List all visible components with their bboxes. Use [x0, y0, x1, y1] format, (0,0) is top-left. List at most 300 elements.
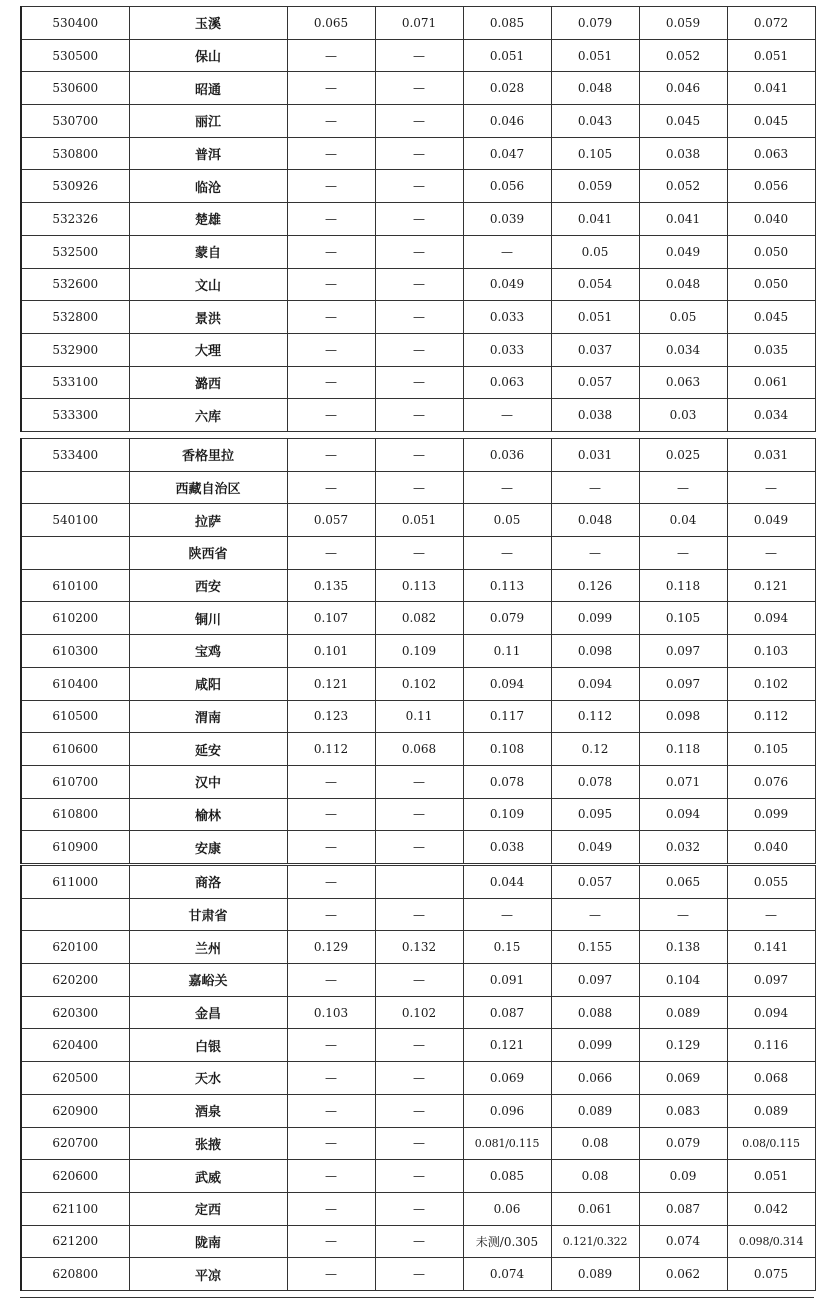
value-cell-v3: 0.085 [463, 1160, 551, 1193]
value-cell-v4: 0.061 [551, 1192, 639, 1225]
value-cell-v3: 0.028 [463, 72, 551, 105]
station-code-cell [21, 537, 129, 570]
value-cell-v2: 0.068 [375, 733, 463, 766]
value-cell-v2: — [375, 170, 463, 203]
station-code-cell: 610600 [21, 733, 129, 766]
value-cell-v1: — [287, 439, 375, 472]
value-cell-v4: 0.037 [551, 333, 639, 366]
value-cell-v6: 0.051 [727, 1160, 815, 1193]
value-cell-v5: 0.049 [639, 235, 727, 268]
value-cell-v1: — [287, 170, 375, 203]
city-name-cell: 西安 [129, 569, 287, 602]
value-cell-v1: — [287, 366, 375, 399]
table-row [21, 439, 815, 472]
value-cell-v4: 0.099 [551, 1029, 639, 1062]
value-cell-v2: 0.102 [375, 667, 463, 700]
city-name-cell: 蒙自 [129, 235, 287, 268]
value-cell-v2: — [375, 1094, 463, 1127]
value-cell-v4: 0.095 [551, 798, 639, 831]
city-name-cell: 酒泉 [129, 1094, 287, 1127]
value-cell-v1: 0.103 [287, 996, 375, 1029]
value-cell-v6: 0.141 [727, 931, 815, 964]
station-code-cell: 610400 [21, 667, 129, 700]
city-name-cell: 武威 [129, 1160, 287, 1193]
value-cell-v4: 0.099 [551, 602, 639, 635]
station-code-cell: 610500 [21, 700, 129, 733]
station-code-cell: 620900 [21, 1094, 129, 1127]
table-body [21, 439, 815, 864]
value-cell-v5: 0.025 [639, 439, 727, 472]
value-cell-v6: 0.034 [727, 399, 815, 432]
value-cell-v5: 0.03 [639, 399, 727, 432]
table-row [21, 798, 815, 831]
value-cell-v6: 0.072 [727, 7, 815, 40]
station-code-cell: 530800 [21, 137, 129, 170]
value-cell-v3: 0.087 [463, 996, 551, 1029]
value-cell-v2: — [375, 137, 463, 170]
value-cell-v4: 0.094 [551, 667, 639, 700]
station-code-cell: 610800 [21, 798, 129, 831]
value-cell-v1: — [287, 1258, 375, 1291]
city-name-cell: 兰州 [129, 931, 287, 964]
value-cell-v5: — [639, 537, 727, 570]
value-cell-v6: 0.098/0.314 [727, 1225, 815, 1258]
value-cell-v3: 0.108 [463, 733, 551, 766]
value-cell-v4: 0.057 [551, 366, 639, 399]
value-cell-v4: 0.059 [551, 170, 639, 203]
table-row [21, 667, 815, 700]
station-code-cell: 610900 [21, 831, 129, 864]
value-cell-v2: — [375, 471, 463, 504]
city-name-cell: 平凉 [129, 1258, 287, 1291]
value-cell-v4: 0.078 [551, 765, 639, 798]
value-cell-v6: 0.121 [727, 569, 815, 602]
value-cell-v1: 0.107 [287, 602, 375, 635]
table-row [21, 1225, 815, 1258]
value-cell-v3: 0.044 [463, 866, 551, 899]
station-code-cell: 533100 [21, 366, 129, 399]
value-cell-v2: — [375, 798, 463, 831]
city-name-cell: 张掖 [129, 1127, 287, 1160]
table-row [21, 137, 815, 170]
table-row [21, 765, 815, 798]
value-cell-v1: — [287, 1160, 375, 1193]
station-code-cell: 610200 [21, 602, 129, 635]
city-name-cell: 甘肃省 [129, 898, 287, 931]
station-code-cell: 533400 [21, 439, 129, 472]
value-cell-v5: 0.118 [639, 733, 727, 766]
station-code-cell: 620700 [21, 1127, 129, 1160]
value-cell-v3: 0.033 [463, 301, 551, 334]
value-cell-v1: — [287, 137, 375, 170]
station-code-cell: 610300 [21, 635, 129, 668]
value-cell-v3: 0.039 [463, 203, 551, 236]
city-name-cell: 六库 [129, 399, 287, 432]
table-row [21, 1258, 815, 1291]
value-cell-v1: — [287, 765, 375, 798]
city-name-cell: 楚雄 [129, 203, 287, 236]
city-name-cell: 宝鸡 [129, 635, 287, 668]
value-cell-v5: 0.065 [639, 866, 727, 899]
value-cell-v1: — [287, 866, 375, 899]
city-name-cell: 榆林 [129, 798, 287, 831]
value-cell-v6: 0.063 [727, 137, 815, 170]
value-cell-v3: — [463, 471, 551, 504]
value-cell-v6: 0.094 [727, 602, 815, 635]
value-cell-v2: — [375, 1225, 463, 1258]
value-cell-v6: 0.045 [727, 105, 815, 138]
table-body [21, 7, 815, 432]
value-cell-v6: 0.055 [727, 866, 815, 899]
value-cell-v4: 0.041 [551, 203, 639, 236]
city-name-cell: 商洛 [129, 866, 287, 899]
value-cell-v1: 0.112 [287, 733, 375, 766]
value-cell-v3: 0.033 [463, 333, 551, 366]
table-row [21, 964, 815, 997]
value-cell-v2: — [375, 964, 463, 997]
value-cell-v3: 0.117 [463, 700, 551, 733]
value-cell-v6: 0.103 [727, 635, 815, 668]
value-cell-v2: 0.11 [375, 700, 463, 733]
value-cell-v4: 0.12 [551, 733, 639, 766]
table-row [21, 72, 815, 105]
value-cell-v2: — [375, 765, 463, 798]
value-cell-v5: 0.059 [639, 7, 727, 40]
value-cell-v1: — [287, 1029, 375, 1062]
city-name-cell: 嘉峪关 [129, 964, 287, 997]
value-cell-v6: 0.045 [727, 301, 815, 334]
value-cell-v4: 0.08 [551, 1127, 639, 1160]
station-code-cell: 530600 [21, 72, 129, 105]
data-table-block-1 [20, 6, 816, 432]
station-code-cell: 620500 [21, 1062, 129, 1095]
value-cell-v5: 0.052 [639, 170, 727, 203]
table-row [21, 301, 815, 334]
value-cell-v5: 0.098 [639, 700, 727, 733]
value-cell-v1: — [287, 399, 375, 432]
value-cell-v1: — [287, 203, 375, 236]
value-cell-v6: 0.08/0.115 [727, 1127, 815, 1160]
value-cell-v4: 0.105 [551, 137, 639, 170]
value-cell-v4: 0.043 [551, 105, 639, 138]
value-cell-v2: — [375, 1192, 463, 1225]
value-cell-v5: 0.032 [639, 831, 727, 864]
value-cell-v3: 0.036 [463, 439, 551, 472]
value-cell-v4: 0.088 [551, 996, 639, 1029]
value-cell-v2: — [375, 235, 463, 268]
value-cell-v3: 0.069 [463, 1062, 551, 1095]
value-cell-v3: 未测/0.305 [463, 1225, 551, 1258]
value-cell-v4: 0.126 [551, 569, 639, 602]
value-cell-v2: — [375, 1160, 463, 1193]
table-row [21, 931, 815, 964]
value-cell-v6: 0.094 [727, 996, 815, 1029]
value-cell-v3: 0.06 [463, 1192, 551, 1225]
city-name-cell: 渭南 [129, 700, 287, 733]
city-name-cell: 安康 [129, 831, 287, 864]
city-name-cell: 金昌 [129, 996, 287, 1029]
value-cell-v3: — [463, 537, 551, 570]
value-cell-v1: — [287, 333, 375, 366]
value-cell-v6: 0.050 [727, 235, 815, 268]
value-cell-v6: 0.105 [727, 733, 815, 766]
table-body [21, 866, 815, 1291]
value-cell-v6: 0.049 [727, 504, 815, 537]
value-cell-v1: 0.057 [287, 504, 375, 537]
value-cell-v6: 0.031 [727, 439, 815, 472]
value-cell-v3: 0.15 [463, 931, 551, 964]
value-cell-v4: — [551, 537, 639, 570]
city-name-cell: 陕西省 [129, 537, 287, 570]
value-cell-v5: 0.087 [639, 1192, 727, 1225]
value-cell-v5: 0.074 [639, 1225, 727, 1258]
value-cell-v5: 0.071 [639, 765, 727, 798]
value-cell-v2: 0.113 [375, 569, 463, 602]
value-cell-v1: 0.065 [287, 7, 375, 40]
table-row [21, 898, 815, 931]
value-cell-v5: 0.04 [639, 504, 727, 537]
value-cell-v5: 0.041 [639, 203, 727, 236]
station-code-cell: 620800 [21, 1258, 129, 1291]
table-row [21, 235, 815, 268]
value-cell-v6: 0.075 [727, 1258, 815, 1291]
value-cell-v3: 0.11 [463, 635, 551, 668]
value-cell-v3: 0.047 [463, 137, 551, 170]
table-row [21, 1127, 815, 1160]
city-name-cell: 丽江 [129, 105, 287, 138]
station-code-cell: 530500 [21, 39, 129, 72]
value-cell-v6: 0.040 [727, 831, 815, 864]
value-cell-v1: — [287, 235, 375, 268]
table-row [21, 268, 815, 301]
value-cell-v3: 0.091 [463, 964, 551, 997]
table-row [21, 733, 815, 766]
table-row [21, 569, 815, 602]
value-cell-v6: 0.099 [727, 798, 815, 831]
table-row [21, 504, 815, 537]
value-cell-v5: 0.129 [639, 1029, 727, 1062]
value-cell-v2: — [375, 1127, 463, 1160]
value-cell-v2: — [375, 1062, 463, 1095]
value-cell-v2: — [375, 399, 463, 432]
bottom-rule [20, 1297, 814, 1298]
value-cell-v4: 0.089 [551, 1258, 639, 1291]
value-cell-v2 [375, 866, 463, 899]
value-cell-v6: 0.041 [727, 72, 815, 105]
city-name-cell: 拉萨 [129, 504, 287, 537]
city-name-cell: 延安 [129, 733, 287, 766]
value-cell-v5: 0.063 [639, 366, 727, 399]
value-cell-v1: — [287, 105, 375, 138]
value-cell-v5: — [639, 898, 727, 931]
value-cell-v6: 0.035 [727, 333, 815, 366]
table-row [21, 399, 815, 432]
value-cell-v4: 0.057 [551, 866, 639, 899]
value-cell-v2: — [375, 72, 463, 105]
table-row [21, 996, 815, 1029]
value-cell-v1: — [287, 831, 375, 864]
value-cell-v5: 0.069 [639, 1062, 727, 1095]
value-cell-v4: 0.048 [551, 504, 639, 537]
value-cell-v4: 0.097 [551, 964, 639, 997]
table-row [21, 866, 815, 899]
city-name-cell: 天水 [129, 1062, 287, 1095]
value-cell-v4: 0.051 [551, 301, 639, 334]
station-code-cell: 532600 [21, 268, 129, 301]
value-cell-v3: — [463, 399, 551, 432]
value-cell-v4: 0.049 [551, 831, 639, 864]
value-cell-v2: — [375, 439, 463, 472]
value-cell-v6: 0.068 [727, 1062, 815, 1095]
value-cell-v2: — [375, 537, 463, 570]
value-cell-v4: 0.051 [551, 39, 639, 72]
data-table-block-2 [20, 438, 816, 864]
value-cell-v5: 0.09 [639, 1160, 727, 1193]
table-row [21, 203, 815, 236]
table-row [21, 1062, 815, 1095]
table-row [21, 635, 815, 668]
value-cell-v4: 0.054 [551, 268, 639, 301]
city-name-cell: 白银 [129, 1029, 287, 1062]
city-name-cell: 潞西 [129, 366, 287, 399]
value-cell-v4: 0.066 [551, 1062, 639, 1095]
value-cell-v2: — [375, 105, 463, 138]
city-name-cell: 昭通 [129, 72, 287, 105]
value-cell-v2: 0.132 [375, 931, 463, 964]
value-cell-v3: 0.051 [463, 39, 551, 72]
value-cell-v1: — [287, 1127, 375, 1160]
station-code-cell: 532800 [21, 301, 129, 334]
value-cell-v2: 0.051 [375, 504, 463, 537]
value-cell-v6: — [727, 898, 815, 931]
value-cell-v1: 0.135 [287, 569, 375, 602]
station-code-cell: 620100 [21, 931, 129, 964]
station-code-cell: 610700 [21, 765, 129, 798]
value-cell-v3: — [463, 898, 551, 931]
value-cell-v3: 0.085 [463, 7, 551, 40]
value-cell-v5: 0.046 [639, 72, 727, 105]
value-cell-v6: — [727, 537, 815, 570]
value-cell-v6: 0.042 [727, 1192, 815, 1225]
value-cell-v3: 0.063 [463, 366, 551, 399]
value-cell-v1: — [287, 1225, 375, 1258]
station-code-cell: 530700 [21, 105, 129, 138]
value-cell-v4: 0.098 [551, 635, 639, 668]
city-name-cell: 陇南 [129, 1225, 287, 1258]
value-cell-v6: 0.097 [727, 964, 815, 997]
value-cell-v1: — [287, 1094, 375, 1127]
value-cell-v4: 0.038 [551, 399, 639, 432]
value-cell-v2: 0.071 [375, 7, 463, 40]
value-cell-v4: 0.079 [551, 7, 639, 40]
table-row [21, 170, 815, 203]
city-name-cell: 临沧 [129, 170, 287, 203]
city-name-cell: 咸阳 [129, 667, 287, 700]
value-cell-v2: — [375, 203, 463, 236]
value-cell-v2: — [375, 301, 463, 334]
value-cell-v4: 0.112 [551, 700, 639, 733]
value-cell-v4: 0.031 [551, 439, 639, 472]
station-code-cell: 610100 [21, 569, 129, 602]
station-code-cell: 611000 [21, 866, 129, 899]
table-row [21, 366, 815, 399]
value-cell-v3: 0.038 [463, 831, 551, 864]
value-cell-v5: 0.034 [639, 333, 727, 366]
table-row [21, 39, 815, 72]
value-cell-v5: 0.094 [639, 798, 727, 831]
city-name-cell: 香格里拉 [129, 439, 287, 472]
station-code-cell: 620400 [21, 1029, 129, 1062]
station-code-cell: 620600 [21, 1160, 129, 1193]
value-cell-v5: 0.052 [639, 39, 727, 72]
value-cell-v1: — [287, 964, 375, 997]
value-cell-v5: — [639, 471, 727, 504]
value-cell-v6: 0.076 [727, 765, 815, 798]
value-cell-v2: — [375, 333, 463, 366]
station-code-cell [21, 471, 129, 504]
city-name-cell: 文山 [129, 268, 287, 301]
value-cell-v6: 0.040 [727, 203, 815, 236]
station-code-cell: 533300 [21, 399, 129, 432]
value-cell-v1: — [287, 301, 375, 334]
station-code-cell: 532500 [21, 235, 129, 268]
value-cell-v5: 0.138 [639, 931, 727, 964]
value-cell-v5: 0.083 [639, 1094, 727, 1127]
value-cell-v2: — [375, 1258, 463, 1291]
value-cell-v4: 0.089 [551, 1094, 639, 1127]
value-cell-v3: 0.046 [463, 105, 551, 138]
value-cell-v5: 0.097 [639, 635, 727, 668]
city-name-cell: 玉溪 [129, 7, 287, 40]
table-row [21, 333, 815, 366]
value-cell-v5: 0.105 [639, 602, 727, 635]
value-cell-v1: — [287, 798, 375, 831]
value-cell-v5: 0.118 [639, 569, 727, 602]
table-row [21, 1192, 815, 1225]
value-cell-v5: 0.097 [639, 667, 727, 700]
station-code-cell: 620300 [21, 996, 129, 1029]
value-cell-v1: — [287, 1062, 375, 1095]
value-cell-v3: 0.05 [463, 504, 551, 537]
value-cell-v3: 0.109 [463, 798, 551, 831]
value-cell-v4: 0.08 [551, 1160, 639, 1193]
value-cell-v3: 0.096 [463, 1094, 551, 1127]
value-cell-v6: 0.061 [727, 366, 815, 399]
table-row [21, 537, 815, 570]
value-cell-v1: 0.121 [287, 667, 375, 700]
table-row [21, 471, 815, 504]
value-cell-v5: 0.104 [639, 964, 727, 997]
value-cell-v4: 0.121/0.322 [551, 1225, 639, 1258]
value-cell-v3: 0.079 [463, 602, 551, 635]
table-row [21, 1029, 815, 1062]
value-cell-v5: 0.038 [639, 137, 727, 170]
value-cell-v1: — [287, 39, 375, 72]
data-table-block-3 [20, 865, 816, 1291]
city-name-cell: 大理 [129, 333, 287, 366]
value-cell-v4: — [551, 471, 639, 504]
value-cell-v2: — [375, 366, 463, 399]
value-cell-v5: 0.089 [639, 996, 727, 1029]
value-cell-v3: 0.081/0.115 [463, 1127, 551, 1160]
value-cell-v3: 0.049 [463, 268, 551, 301]
table-row [21, 7, 815, 40]
value-cell-v6: 0.051 [727, 39, 815, 72]
value-cell-v3: 0.056 [463, 170, 551, 203]
value-cell-v1: — [287, 898, 375, 931]
station-code-cell: 530400 [21, 7, 129, 40]
table-row [21, 1094, 815, 1127]
